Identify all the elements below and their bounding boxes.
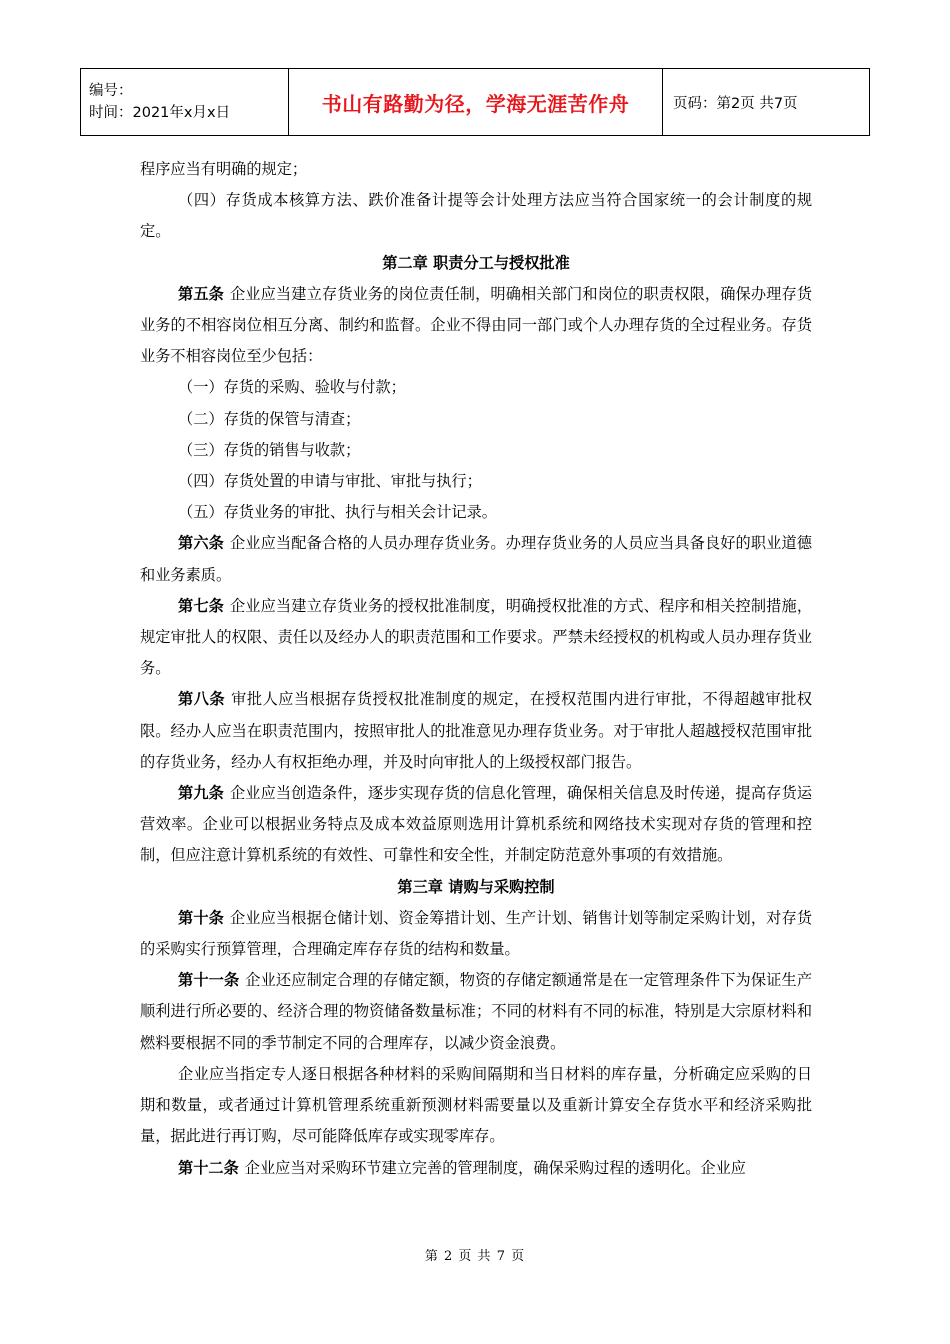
- list-item: （一）存货的采购、验收与付款；: [178, 378, 406, 397]
- paragraph: 程序应当有明确的规定；: [140, 160, 308, 178]
- article-9: [140, 778, 812, 872]
- page-footer: [0, 1245, 950, 1264]
- article-8: [140, 684, 812, 778]
- article-text: 企业应当对采购环节建立完善的管理制度，确保采购过程的透明化。企业应: [244, 1158, 746, 1177]
- chapter-heading: 第二章 职责分工与授权批准: [382, 253, 570, 272]
- article-title: 第八条: [178, 690, 226, 709]
- article-text: 企业还应制定合理的存储定额，物资的存储定额通常是在一定管理条件下为保证生产顺利进行所必要的、经济合理的物资储备数量标准；不同的材料有不同的标准，特别是大宗原材料和燃料要根据不同的季节制定不同的合理库存，以减少资金浪费。: [140, 971, 812, 1052]
- footer-page-number: 第 2 页 共 7 页: [424, 1249, 526, 1264]
- article-title: 第九条: [178, 784, 224, 803]
- article-11: [140, 965, 812, 1059]
- article-text: 审批人应当根据存货授权批准制度的规定，在授权范围内进行审批，不得超越审批权限。经办人应当在职责范围内，按照审批人的批准意见办理存货业务。对于审批人超越授权范围审批的存货业务，经办人有权拒绝办理，并及时向审批人的上级授权部门报告。: [140, 690, 813, 771]
- list-item: （五）存货业务的审批、执行与相关会计记录。: [178, 503, 497, 522]
- header-page-label: 页码：第2页 共7页: [673, 95, 798, 112]
- article-text: 企业应当根据仓储计划、资金筹措计划、生产计划、销售计划等制定采购计划，对存货的采购实行预算管理，合理确定库存存货的结构和数量。: [140, 908, 813, 959]
- chapter-heading: 第三章 请购与采购控制: [397, 877, 555, 896]
- list-item: （四）存货处置的申请与审批、审批与执行；: [178, 472, 482, 491]
- article-text: 企业应当创造条件，逐步实现存货的信息化管理，确保相关信息及时传递，提高存货运营效率。企业可以根据业务特点及成本效益原则选用计算机系统和网络技术实现对存货的管理和控制，但应注意计算机系统的有效性、可靠性和安全性，并制定防范意外事项的有效措施。: [140, 784, 813, 865]
- article-10: [140, 903, 812, 965]
- document-time-label: 时间：2021年x月x日: [89, 105, 231, 121]
- document-body: [140, 154, 812, 1184]
- header-motto-cell: [289, 69, 663, 136]
- header-page-cell: [663, 69, 870, 136]
- article-7: [140, 591, 812, 685]
- article-title: 第五条: [178, 284, 224, 303]
- article-title: 第七条: [178, 596, 224, 615]
- article-6: [140, 528, 812, 590]
- article-text: 企业应当建立存货业务的授权批准制度，明确授权批准的方式、程序和相关控制措施，规定审批人的权限、责任以及经办人的职责范围和工作要求。严禁未经授权的机构或人员办理存货业务。: [140, 596, 813, 678]
- article-5: [140, 279, 812, 373]
- header-meta-cell: [81, 69, 289, 136]
- list-item: （三）存货的销售与收款；: [178, 440, 361, 459]
- article-title: 第十二条: [178, 1158, 239, 1177]
- paragraph: （四）存货成本核算方法、跌价准备计提等会计处理方法应当符合国家统一的会计制度的规定。: [140, 191, 812, 241]
- article-title: 第十条: [178, 908, 224, 927]
- page-header: [80, 68, 870, 136]
- article-text: 企业应当配备合格的人员办理存货业务。办理存货业务的人员应当具备良好的职业道德和业务素质。: [140, 534, 813, 584]
- paragraph: 企业应当指定专人逐日根据各种材料的采购间隔期和当日材料的库存量，分析确定应采购的日期和数量，或者通过计算机管理系统重新预测材料需要量以及重新计算安全存货水平和经济采购批量，据此进行再订购，尽可能降低库存或实现零库存。: [140, 1064, 812, 1146]
- document-number-label: 编号：: [89, 83, 133, 99]
- article-12: [140, 1153, 812, 1184]
- header-motto: 书山有路勤为径，学海无涯苦作舟: [321, 91, 630, 116]
- list-item: （二）存货的保管与清查；: [178, 409, 361, 428]
- article-title: 第六条: [178, 534, 224, 553]
- article-text: 企业应当建立存货业务的岗位责任制，明确相关部门和岗位的职责权限，确保办理存货业务的不相容岗位相互分离、制约和监督。企业不得由同一部门或个人办理存货的全过程业务。存货业务不相容岗位至少包括：: [140, 284, 813, 366]
- article-title: 第十一条: [178, 971, 240, 990]
